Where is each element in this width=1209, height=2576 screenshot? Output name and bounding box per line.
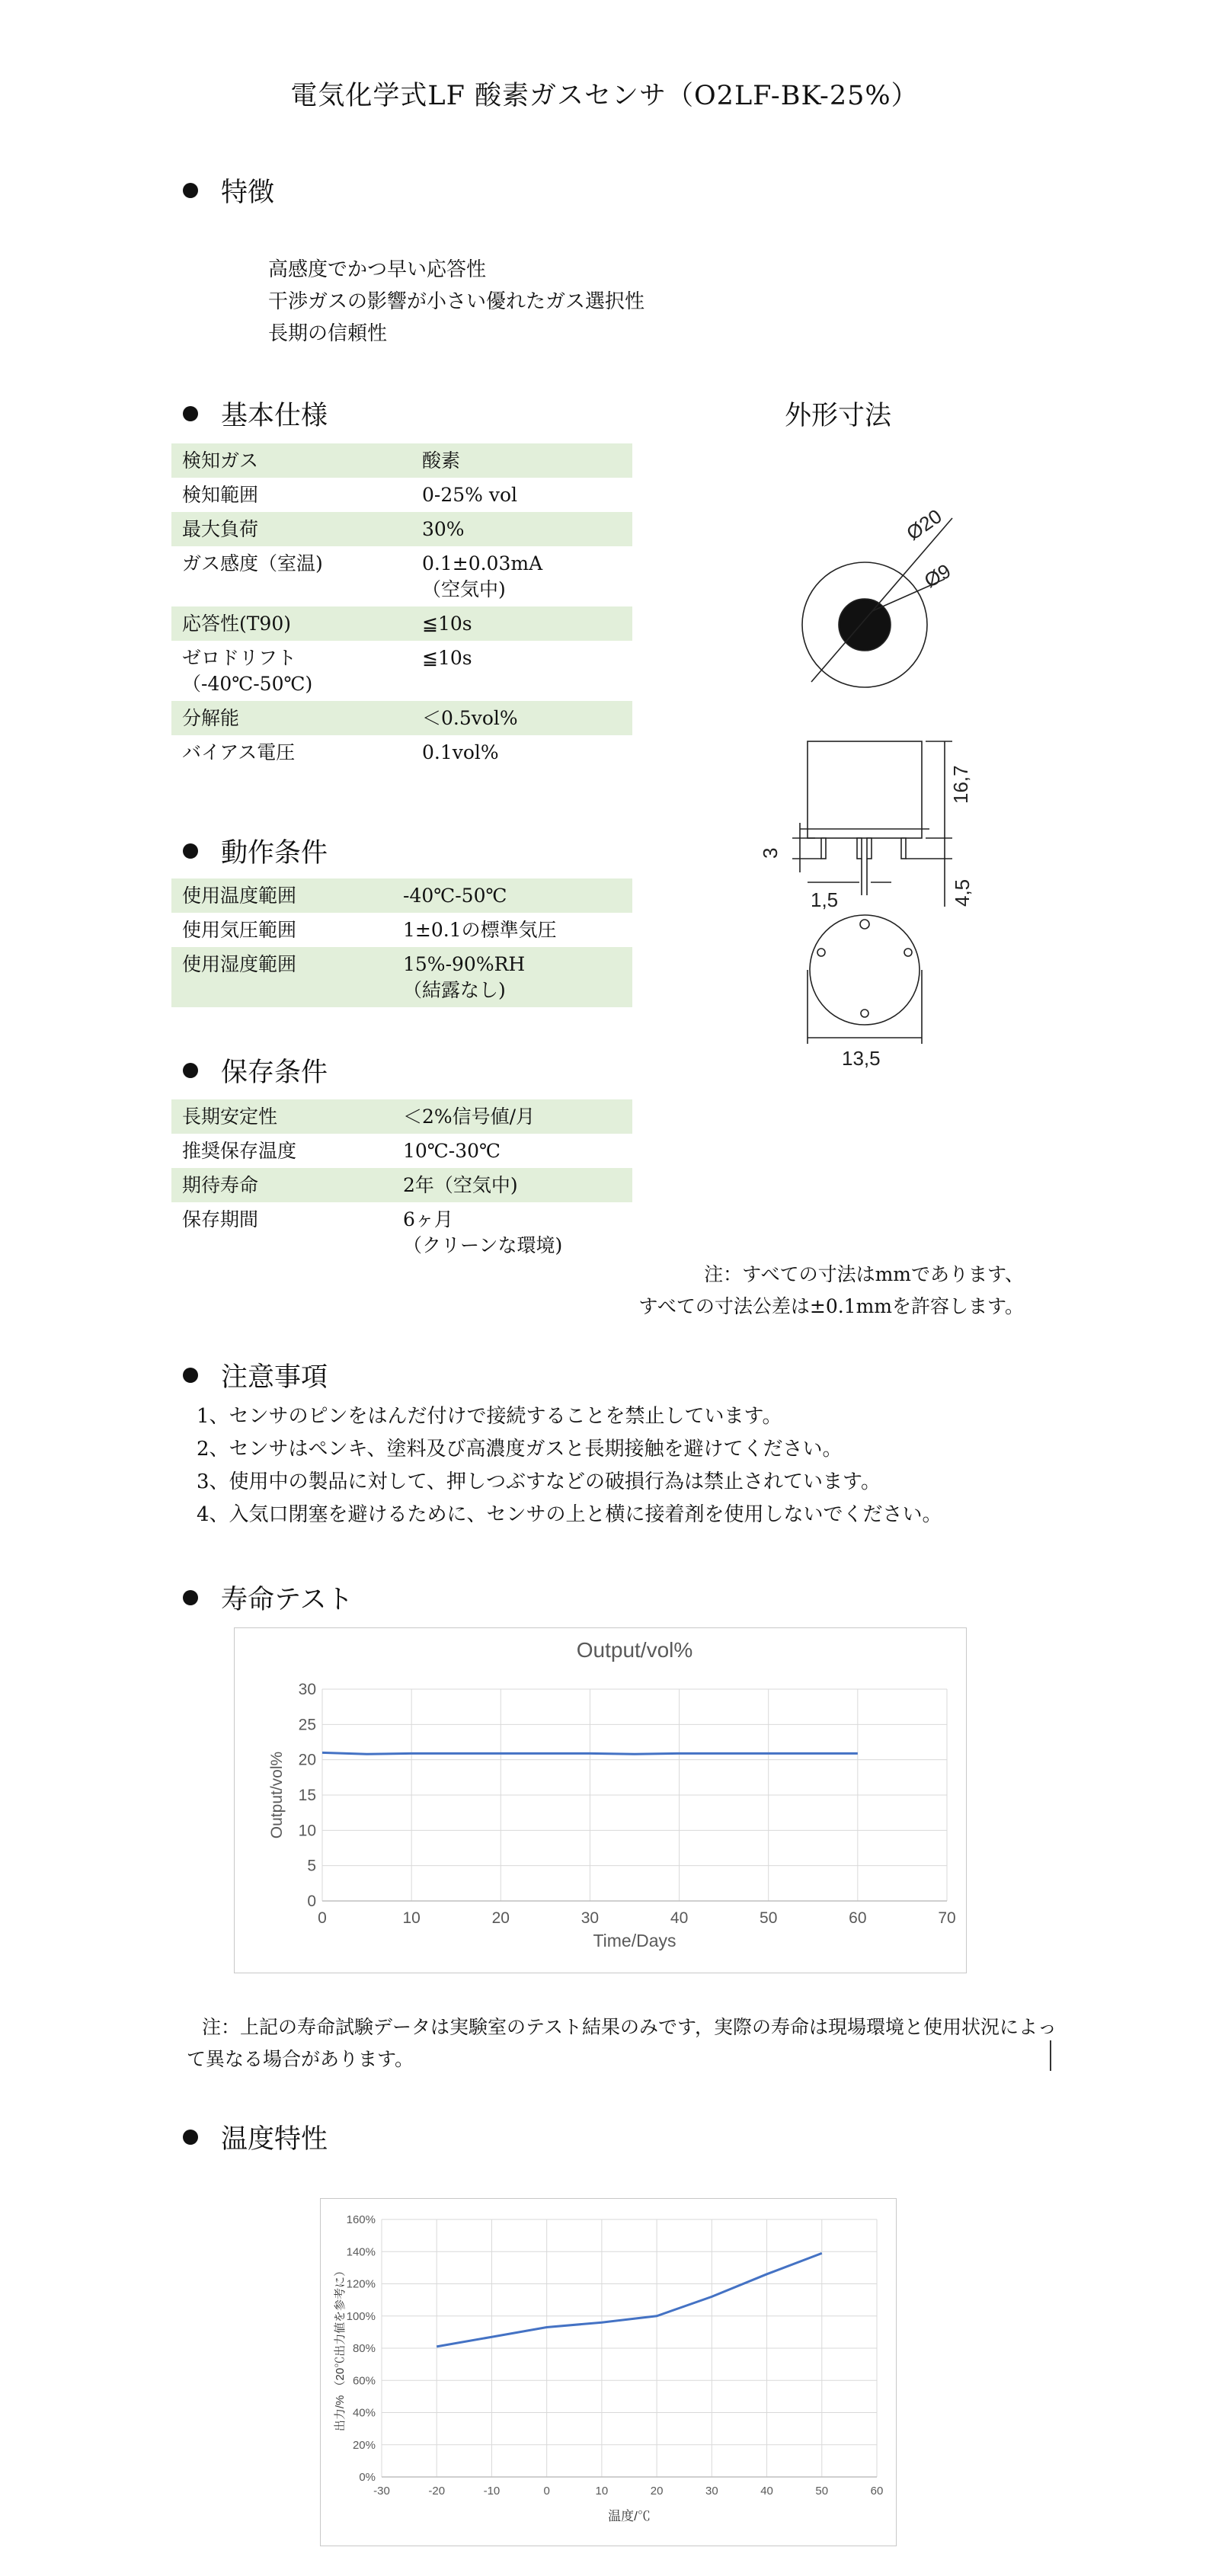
table-row bbox=[171, 735, 632, 770]
y-tick-label: 140% bbox=[346, 2245, 376, 2259]
cell-label: 推奨保存温度 bbox=[182, 1140, 297, 1162]
cell-label: 最大負荷 bbox=[171, 512, 411, 546]
section-title: 寿命テスト bbox=[221, 1585, 353, 1615]
y-tick-label: 30 bbox=[298, 1681, 316, 1698]
table-row bbox=[171, 701, 632, 735]
bullet-icon bbox=[183, 1590, 198, 1605]
table-row bbox=[171, 478, 632, 512]
dimension-heading: 外形寸法 bbox=[785, 401, 892, 431]
y-tick-label: 0% bbox=[359, 2471, 376, 2484]
x-tick-label: -20 bbox=[428, 2485, 446, 2498]
page-title: 電気化学式LF 酸素ガスセンサ（O2LF-BK-25%） bbox=[290, 81, 919, 111]
section-title: 温度特性 bbox=[221, 2124, 328, 2155]
caution-list bbox=[197, 1400, 942, 1531]
x-tick-label: 70 bbox=[938, 1909, 956, 1927]
caution-item: 2、センサはペンキ、塗料及び高濃度ガスと長期接触を避けてください。 bbox=[197, 1438, 843, 1461]
y-axis-label: 出力/% （20℃出力値を参考に） bbox=[334, 2264, 347, 2432]
dim-h45-label: 4,5 bbox=[951, 878, 974, 907]
x-tick-label: 0 bbox=[318, 1909, 327, 1927]
dimension-note-line: すべての寸法公差は±0.1mmを許容します。 bbox=[638, 1295, 1024, 1317]
cell-label: 検知ガス bbox=[171, 443, 411, 478]
y-tick-label: 120% bbox=[346, 2277, 376, 2291]
bullet-icon bbox=[183, 1368, 198, 1383]
dim-h167-label: 16,7 bbox=[949, 765, 972, 804]
x-tick-label: 40 bbox=[760, 2485, 773, 2498]
section-title: 基本仕様 bbox=[221, 401, 328, 431]
table-row bbox=[171, 512, 632, 546]
life-note-line: 注：上記の寿命試験データは実験室のテスト結果のみです，実際の寿命は現場環境と使用状況によっ bbox=[202, 2016, 1057, 2038]
table-row bbox=[171, 947, 632, 1007]
section-lifetest bbox=[183, 1579, 353, 1617]
feature-item: 高感度でかつ早い応答性 bbox=[268, 258, 487, 281]
temperature-chart-frame bbox=[320, 2198, 897, 2546]
x-tick-label: 30 bbox=[705, 2485, 718, 2498]
cell-value: 2年（空気中) bbox=[392, 1168, 632, 1202]
life-test-chart bbox=[235, 1628, 966, 1973]
sensor-bottom-outline bbox=[810, 915, 920, 1025]
x-tick-label: 50 bbox=[815, 2485, 829, 2498]
cell-label: 分解能 bbox=[171, 701, 411, 735]
section-title: 特徴 bbox=[221, 178, 275, 208]
cell-label: バイアス電圧 bbox=[182, 741, 296, 763]
cell-label: 応答性(T90) bbox=[171, 606, 411, 641]
x-tick-label: 10 bbox=[595, 2485, 609, 2498]
table-row bbox=[171, 546, 632, 606]
cell-value: 0-25% vol bbox=[422, 484, 518, 506]
bullet-icon bbox=[183, 1063, 198, 1078]
y-tick-label: 20 bbox=[298, 1751, 316, 1769]
life-note-line: て異なる場合があります。 bbox=[187, 2048, 414, 2070]
table-row bbox=[171, 606, 632, 641]
operating-table bbox=[171, 878, 632, 1007]
dim-line-d20 bbox=[811, 518, 952, 682]
section-features bbox=[183, 171, 274, 210]
table-row bbox=[171, 1168, 632, 1202]
section-specs bbox=[183, 395, 328, 433]
section-storage bbox=[183, 1051, 328, 1090]
cell-value: ≦10s bbox=[422, 647, 472, 669]
cell-value: 0.1±0.03mA （空気中) bbox=[422, 552, 543, 600]
table-row bbox=[171, 913, 632, 947]
caution-item: 1、センサのピンをはんだ付けで接続することを禁止しています。 bbox=[197, 1405, 782, 1428]
y-tick-label: 20% bbox=[352, 2438, 376, 2452]
y-tick-label: 0 bbox=[307, 1893, 316, 1910]
table-row bbox=[171, 443, 632, 478]
section-title: 注意事項 bbox=[221, 1362, 328, 1393]
cell-label: 検知範囲 bbox=[182, 484, 259, 506]
pin-marker bbox=[860, 920, 869, 929]
dim-h3-label: 3 bbox=[759, 847, 782, 859]
x-axis-label: 温度/℃ bbox=[608, 2509, 651, 2523]
table-row bbox=[171, 1099, 632, 1134]
feature-item: 干渉ガスの影響が小さい優れたガス選択性 bbox=[268, 290, 645, 313]
series-line bbox=[437, 2253, 822, 2347]
x-tick-label: 10 bbox=[402, 1909, 421, 1927]
caution-item: 4、入気口閉塞を避けるために、センサの上と横に接着剤を使用しないでください。 bbox=[197, 1503, 942, 1526]
x-tick-label: -10 bbox=[483, 2485, 501, 2498]
life-chart-frame bbox=[234, 1627, 967, 1973]
y-tick-label: 100% bbox=[346, 2309, 376, 2323]
dim-d20-label: Ø20 bbox=[902, 504, 946, 545]
dimension-drawing bbox=[759, 495, 1021, 1097]
cell-value: 1±0.1の標準気圧 bbox=[403, 919, 557, 941]
text-cursor bbox=[1050, 2040, 1051, 2071]
storage-table bbox=[171, 1099, 632, 1262]
cell-value: 30% bbox=[411, 512, 632, 546]
cell-value: 0.1vol% bbox=[422, 741, 499, 763]
dim-w135-label: 13,5 bbox=[842, 1047, 881, 1070]
cell-label: 使用温度範囲 bbox=[171, 878, 392, 913]
y-tick-label: 5 bbox=[307, 1857, 316, 1875]
cell-value: 15%-90%RH （結露なし) bbox=[392, 947, 632, 1007]
x-tick-label: 60 bbox=[849, 1909, 867, 1927]
cell-label: 期待寿命 bbox=[171, 1168, 392, 1202]
life-note bbox=[187, 2011, 1057, 2075]
cell-value: 酸素 bbox=[411, 443, 632, 478]
y-tick-label: 160% bbox=[346, 2213, 376, 2226]
table-row bbox=[171, 1134, 632, 1168]
cell-label: 長期安定性 bbox=[171, 1099, 392, 1134]
dimension-note-line: 注：すべての寸法はmmであります、 bbox=[704, 1263, 1024, 1285]
caution-item: 3、使用中の製品に対して、押しつぶすなどの破損行為は禁止されています。 bbox=[197, 1470, 881, 1493]
dimension-note bbox=[638, 1259, 1024, 1323]
section-operating bbox=[183, 832, 328, 870]
y-axis-label: Output/vol% bbox=[268, 1751, 286, 1839]
x-tick-label: -30 bbox=[373, 2485, 390, 2498]
spec-table bbox=[171, 443, 632, 770]
cell-value: 10℃-30℃ bbox=[403, 1140, 501, 1162]
y-tick-label: 25 bbox=[298, 1716, 316, 1734]
cell-label: ゼロドリフト （-40℃-50℃) bbox=[182, 647, 313, 695]
temperature-chart bbox=[321, 2199, 896, 2546]
x-axis-label: Time/Days bbox=[593, 1931, 676, 1950]
x-tick-label: 40 bbox=[670, 1909, 689, 1927]
y-tick-label: 80% bbox=[352, 2342, 376, 2355]
section-title: 保存条件 bbox=[221, 1058, 328, 1088]
cell-value: -40℃-50℃ bbox=[392, 878, 632, 913]
chart-title: Output/vol% bbox=[576, 1638, 693, 1662]
dim-w15-label: 1,5 bbox=[811, 888, 839, 911]
section-temperature bbox=[183, 2118, 328, 2156]
table-row bbox=[171, 878, 632, 913]
y-tick-label: 10 bbox=[298, 1822, 316, 1840]
y-tick-label: 40% bbox=[352, 2406, 376, 2420]
sensor-side-body bbox=[808, 741, 922, 838]
x-tick-label: 50 bbox=[760, 1909, 778, 1927]
x-tick-label: 60 bbox=[870, 2485, 884, 2498]
table-row bbox=[171, 1202, 632, 1262]
cell-value: ＜0.5vol% bbox=[411, 701, 632, 735]
cell-label: ガス感度（室温) bbox=[182, 552, 323, 574]
bullet-icon bbox=[183, 183, 198, 198]
cell-label: 保存期間 bbox=[182, 1208, 259, 1230]
x-tick-label: 20 bbox=[491, 1909, 510, 1927]
y-tick-label: 15 bbox=[298, 1787, 316, 1804]
table-row bbox=[171, 641, 632, 701]
x-tick-label: 30 bbox=[581, 1909, 600, 1927]
feature-item: 長期の信頼性 bbox=[268, 322, 388, 345]
cell-label: 使用気圧範囲 bbox=[182, 919, 297, 941]
cell-value: ≦10s bbox=[411, 606, 632, 641]
feature-list bbox=[268, 254, 644, 350]
bullet-icon bbox=[183, 406, 198, 421]
y-tick-label: 60% bbox=[352, 2374, 376, 2388]
section-title: 動作条件 bbox=[221, 838, 328, 869]
x-tick-label: 20 bbox=[650, 2485, 664, 2498]
bullet-icon bbox=[183, 843, 198, 859]
section-cautions bbox=[183, 1356, 328, 1394]
dim-d9-label: Ø9 bbox=[920, 558, 955, 593]
x-tick-label: 0 bbox=[543, 2485, 550, 2498]
cell-value: ＜2%信号値/月 bbox=[392, 1099, 632, 1134]
cell-label: 使用湿度範囲 bbox=[171, 947, 392, 1007]
cell-value: 6ヶ月 （クリーンな環境) bbox=[403, 1208, 563, 1256]
bullet-icon bbox=[183, 2130, 198, 2145]
